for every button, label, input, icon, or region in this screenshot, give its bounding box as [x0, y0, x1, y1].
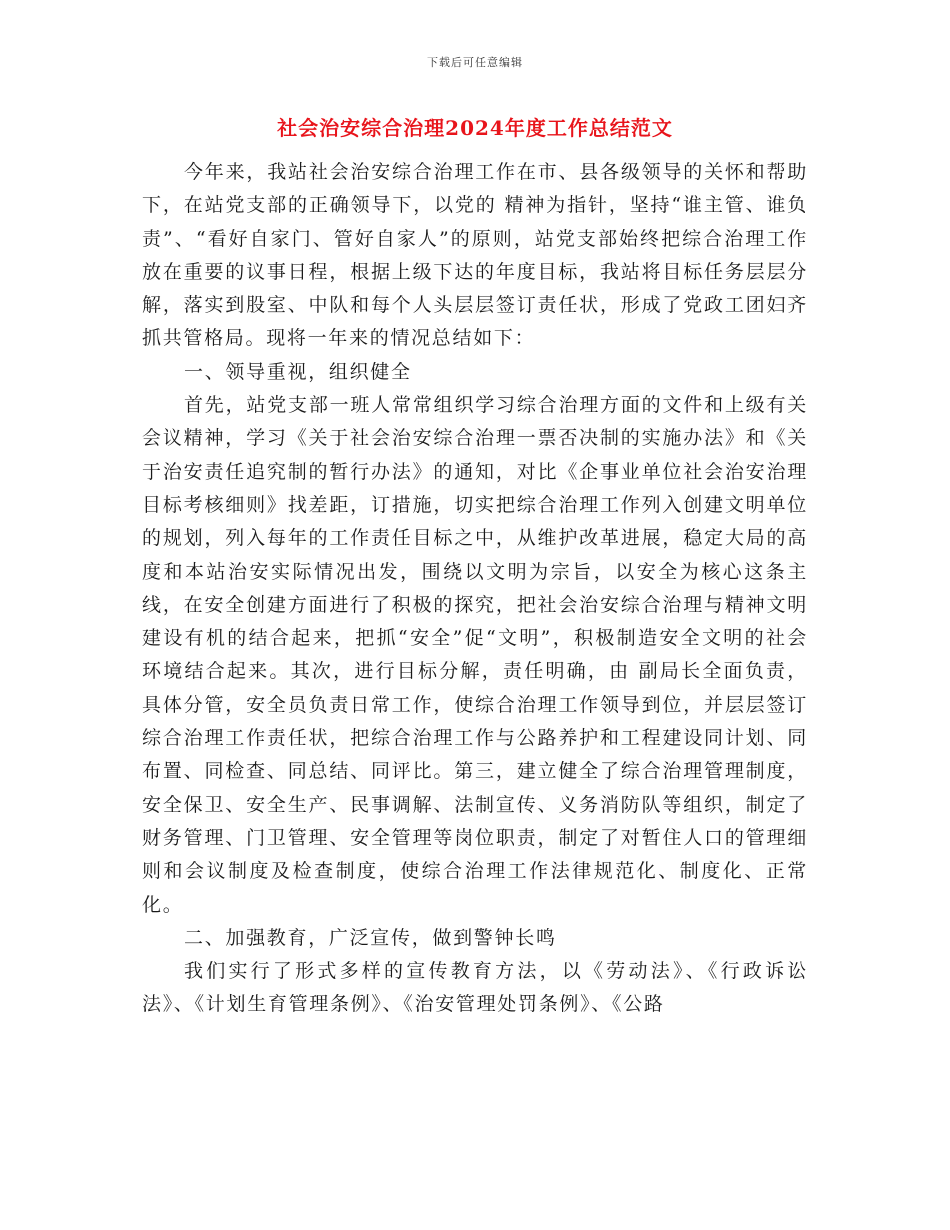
- section-1-paragraph: 首先，站党支部一班人常常组织学习综合治理方面的文件和上级有关会议精神，学习《关于社会治安综合治理一票否决制的实施办法》和《关于治安责任追究制的暂行办法》的通知，对比《企事业单位社会治安治理目标考核细则》找差距，订措施，切实把综合治理工作列入创建文明单位的规划，列入每年的工作责任目标之中，从维护改革进展，稳定大局的高度和本站治安实际情况出发，围绕以文明为宗旨，以安全为核心这条主线，在安全创建方面进行了积极的探究，把社会治安综合治理与精神文明建设有机的结合起来，把抓“安全”促“文明”，积极制造安全文明的社会环境结合起来。其次，进行目标分解，责任明确，由 副局长全面负责， 具体分管，安全员负责日常工作，使综合治理工作领导到位，并层层签订综合治理工作责任状，把综合治理工作与公路养护和工程建设同计划、同布置、同检查、同总结、同评比。第三，建立健全了综合治理管理制度，安全保卫、安全生产、民事调解、法制宣传、义务消防队等组织，制定了财务管理、门卫管理、安全管理等岗位职责，制定了对暂住人口的管理细则和会议制度及检查制度，使综合治理工作法律规范化、制度化、正常化。: [142, 394, 808, 916]
- section-2-paragraph: 我们实行了形式多样的宣传教育方法，以《劳动法》、《行政诉讼法》、《计划生育管理条例》、《治安管理处罚条例》、《公路: [142, 960, 808, 1016]
- intro-paragraph: 今年来，我站社会治安综合治理工作在市、县各级领导的关怀和帮助下，在站党支部的正确领导下，以党的 精神为指针，坚持“谁主管、谁负责”、“看好自家门、管好自家人”的原则，站党支部始终把综合治理工作放在重要的议事日程，根据上级下达的年度目标，我站将目标任务层层分解，落实到股室、中队和每个人头层层签订责任状，形成了党政工团妇齐抓共管格局。现将一年来的情况总结如下：: [142, 161, 808, 350]
- page-header-note: 下载后可任意编辑: [427, 56, 523, 69]
- document-title: 社会治安综合治理2024年度工作总结范文: [277, 116, 673, 140]
- document-body: [142, 156, 808, 1022]
- section-heading-1: 一、领导重视，组织健全: [184, 360, 412, 383]
- section-heading-2: 二、加强教育，广泛宣传，做到警钟长鸣: [184, 926, 557, 949]
